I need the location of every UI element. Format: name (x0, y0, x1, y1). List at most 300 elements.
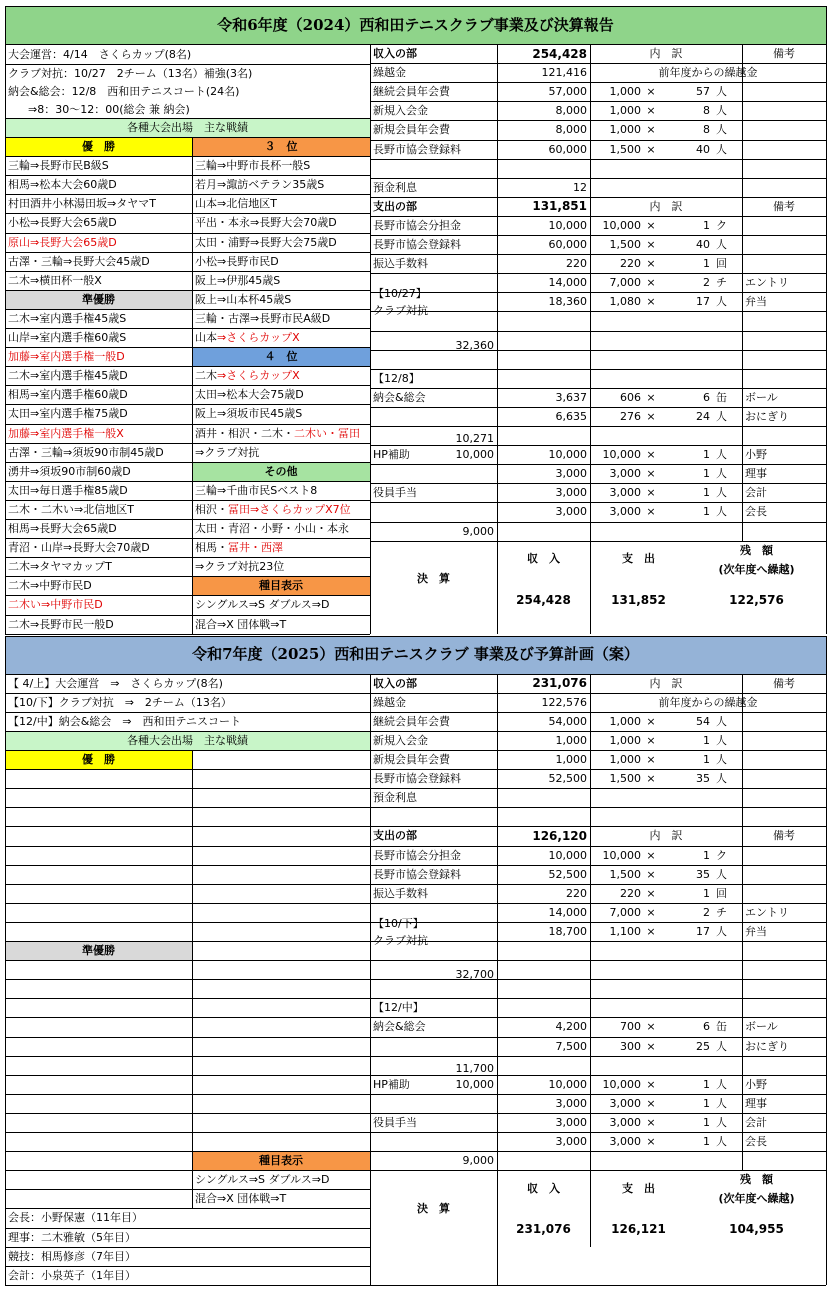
grid-line (742, 674, 743, 1171)
settle-rest-label: 残 額 (740, 543, 773, 557)
note: ボール (745, 1020, 778, 1034)
grid-line (370, 712, 826, 713)
unit: 人 (716, 714, 727, 728)
kind-header: 種目表示 (259, 579, 303, 593)
grid-line (370, 1037, 826, 1038)
times: × (646, 486, 656, 500)
grid-line (5, 941, 370, 942)
grid-line (5, 462, 370, 463)
grid-line (370, 178, 826, 179)
line-amount: 6,635 (555, 409, 587, 423)
grid-line (370, 235, 826, 236)
breakdown-header: 内 訳 (649, 199, 683, 213)
section-title-2024: 令和6年度（2024）西和田テニスクラブ事業及び決算報告 (217, 15, 614, 34)
income-total: 231,076 (532, 676, 587, 691)
kind-entry: 混合⇒X 団体戦⇒T (195, 1192, 287, 1206)
grid-line (590, 674, 591, 1247)
count: 1 (703, 1115, 710, 1129)
note: 会長 (745, 505, 767, 519)
income-item: 新規入会金 (373, 733, 428, 747)
note: 会計 (745, 486, 767, 500)
expense-amount: 220 (566, 257, 587, 271)
count: 1 (703, 753, 710, 767)
unit-price: 10,000 (602, 448, 641, 462)
unit-price: 1,500 (609, 238, 641, 252)
unit-price: 3,000 (609, 467, 641, 481)
line-amount: 7,500 (555, 1039, 587, 1053)
settle-out-value: 126,121 (611, 1222, 666, 1237)
income-item: 新規会員年会費 (373, 753, 450, 767)
settlement-label: 決 算 (417, 1201, 450, 1215)
unit-price: 3,000 (609, 1115, 641, 1129)
note: エントリ (745, 905, 789, 919)
times: × (646, 1039, 656, 1053)
other-entry (192, 500, 370, 519)
grid-line (370, 292, 826, 293)
grid-line (5, 1075, 370, 1076)
win-entry: 原山⇒長野大会65歳D (8, 235, 117, 249)
grid-line (5, 674, 826, 675)
grid-line (5, 634, 370, 635)
grid-line (5, 233, 370, 234)
count: 1 (703, 467, 710, 481)
grid-line (370, 254, 826, 255)
grid-line (5, 846, 370, 847)
unit-price: 220 (620, 886, 641, 900)
income-item: 新規会員年会費 (373, 123, 450, 137)
unit-price: 1,000 (609, 753, 641, 767)
unit: 人 (716, 448, 727, 462)
breakdown-header: 内 訳 (649, 47, 683, 61)
grid-line (5, 636, 6, 1285)
grid-line (370, 44, 371, 634)
grid-line (370, 807, 826, 808)
grid-line (370, 426, 826, 427)
win-entry: 相馬⇒松本大会60歳D (8, 178, 117, 192)
times: × (646, 257, 656, 271)
grid-line (5, 64, 370, 65)
club-title: クラブ対抗 (373, 934, 428, 948)
settle-rest-sub: (次年度へ繰越) (718, 1192, 795, 1206)
second-header: 準優勝 (82, 944, 115, 958)
grid-line (370, 407, 826, 408)
unit: 人 (716, 867, 727, 881)
hp-label: HP補助 (373, 1077, 410, 1091)
grid-line (5, 1266, 370, 1267)
second-entry: 相馬⇒長野大会65歳D (8, 522, 117, 536)
grid-line (5, 44, 826, 45)
second-entry: 太田⇒室内選手権75歳D (8, 407, 128, 421)
unit-price: 220 (620, 257, 641, 271)
grid-line (370, 483, 826, 484)
times: × (646, 867, 656, 881)
grid-line (370, 750, 826, 751)
unit: 人 (716, 104, 727, 118)
unit: チ (716, 276, 727, 290)
meeting-sum: 10,271 (455, 432, 494, 446)
unit: 人 (716, 1115, 727, 1129)
count: 40 (696, 142, 710, 156)
unit: ク (716, 218, 727, 232)
grid-line (5, 194, 370, 195)
second-entry: 青沼・山岸⇒長野大会70歳D (8, 541, 150, 555)
income-amount: 122,576 (541, 695, 587, 709)
win-header: 優 勝 (82, 140, 115, 154)
count: 17 (696, 924, 710, 938)
grid-line (192, 137, 193, 634)
info-club-match: クラブ対抗：10/27 2チーム（13名）補強(3名) (8, 67, 253, 80)
grid-line (370, 826, 826, 827)
meeting-label: 【12/中】 (373, 1001, 424, 1015)
meeting-title: 納会&総会 (373, 1020, 426, 1034)
grid-line (370, 884, 826, 885)
unit-price: 700 (620, 1020, 641, 1034)
grid-line (5, 1132, 370, 1133)
income-header: 収入の部 (373, 47, 417, 61)
second-entry: 太田⇒毎日選手権85歳D (8, 483, 128, 497)
unit-price: 7,000 (609, 276, 641, 290)
grid-line (370, 979, 826, 980)
third-entry: 阪上⇒伊那45歳S (195, 273, 281, 287)
second-entry: 山岸⇒室内選手権60歳S (8, 331, 127, 345)
grid-line (5, 884, 370, 885)
results-header: 各種大会出場 主な戦績 (127, 733, 248, 747)
unit-price: 606 (620, 390, 641, 404)
meeting-label: 【12/8】 (373, 371, 420, 385)
grid-line (5, 213, 370, 214)
income-item: 繰越金 (373, 66, 406, 80)
grid-line (5, 1170, 370, 1171)
fourth-entry (192, 424, 370, 443)
note: 理事 (745, 1096, 767, 1110)
unit-price: 10,000 (602, 848, 641, 862)
count: 2 (703, 276, 710, 290)
grid-line (497, 44, 498, 634)
grid-line (5, 979, 370, 980)
count: 8 (703, 123, 710, 137)
officer-entry: 会計：小泉英子（1年目） (8, 1268, 136, 1282)
second-entry: 湧井⇒須坂90市制60歳D (8, 464, 131, 478)
third-entry: 平出・本永⇒長野大会70歳D (195, 216, 337, 230)
count: 1 (703, 505, 710, 519)
unit-price: 1,000 (609, 123, 641, 137)
income-amount: 8,000 (555, 123, 587, 137)
grid-line (5, 366, 370, 367)
grid-line (5, 750, 370, 751)
grid-line (5, 998, 370, 999)
text-fragment: 酒井・相沢・二木・ (195, 426, 294, 440)
income-note: 前年度からの繰越金 (658, 66, 758, 80)
unit-price: 3,000 (609, 505, 641, 519)
unit: 人 (716, 772, 727, 786)
times: × (646, 924, 656, 938)
grid-line (370, 769, 826, 770)
income-amount: 57,000 (548, 85, 587, 99)
other-header: その他 (264, 464, 298, 478)
hp-value: 10,000 (455, 1077, 494, 1091)
grid-line (370, 1094, 826, 1095)
grid-line (370, 350, 826, 351)
line-amount: 14,000 (548, 276, 587, 290)
count: 1 (703, 1096, 710, 1110)
count: 54 (696, 714, 710, 728)
unit: 人 (716, 123, 727, 137)
third-entry: 若月⇒諏訪ベテラン35歳S (195, 178, 325, 192)
officer-sum: 9,000 (462, 524, 494, 538)
times: × (646, 276, 656, 290)
unit: 人 (716, 753, 727, 767)
info-meeting: 納会&総会：12/8 西和田テニスコート(24名) (8, 85, 240, 98)
line-amount: 3,000 (555, 467, 587, 481)
expense-header: 支出の部 (373, 829, 417, 843)
grid-line (5, 1017, 370, 1018)
note-header: 備考 (773, 199, 795, 213)
info-event: 大会運営：4/14 さくらカップ(8名) (8, 47, 192, 61)
meeting-title: 納会&総会 (373, 390, 426, 404)
text-fragment: 二木 (195, 369, 217, 383)
settle-out-label: 支 出 (622, 1182, 655, 1195)
note-header: 備考 (773, 829, 795, 843)
note: 弁当 (745, 295, 767, 309)
unit: 回 (716, 257, 727, 271)
settle-rest-label: 残 額 (740, 1173, 773, 1187)
fourth-entry: ⇒クラブ対抗 (195, 445, 260, 459)
unit-price: 1,100 (609, 924, 641, 938)
text-fragment: 相沢・ (195, 502, 228, 516)
note: 会計 (745, 1115, 767, 1129)
income-item: 継続会員年会費 (373, 85, 450, 99)
unit: 人 (716, 409, 727, 423)
expense-item: 長野市協会分担金 (373, 218, 461, 232)
unit-price: 10,000 (602, 1077, 641, 1091)
grid-line (5, 693, 370, 694)
other-entry: 三輪⇒千曲市民Sベスト8 (195, 483, 318, 497)
fourth-entry: 阪上⇒須坂市民45歳S (195, 407, 303, 421)
grid-line (5, 385, 370, 386)
income-amount: 12 (573, 180, 587, 194)
income-item: 預金利息 (373, 180, 417, 194)
times: × (646, 390, 656, 404)
grid-line (370, 1132, 826, 1133)
club-label: 【10/27】 (373, 287, 427, 301)
unit-price: 3,000 (609, 1135, 641, 1149)
expense-item: 長野市協会登録料 (373, 867, 461, 881)
times: × (646, 848, 656, 862)
line-amount: 3,637 (555, 390, 587, 404)
expense-total: 126,120 (532, 828, 587, 843)
settle-out-value: 131,852 (611, 592, 666, 607)
times: × (646, 1135, 656, 1149)
grid-line (5, 1228, 370, 1229)
section-title-2025: 令和7年度（2025）西和田テニスクラブ 事業及び予算計画（案） (192, 645, 639, 664)
third-entry: 三輪⇒中野市長杯一般S (195, 159, 311, 173)
count: 35 (696, 867, 710, 881)
grid-line (5, 175, 370, 176)
grid-line (370, 960, 826, 961)
win-entry: 二木⇒横田杯一般X (8, 273, 102, 287)
unit: 缶 (716, 1020, 727, 1034)
grid-line (370, 903, 826, 904)
unit: 缶 (716, 390, 727, 404)
club-sum: 32,700 (455, 968, 494, 982)
unit-price: 1,000 (609, 714, 641, 728)
third-entry: 小松⇒長野市民D (195, 254, 279, 268)
grid-line (5, 769, 370, 770)
unit: 人 (716, 505, 727, 519)
other-entry: 太田・青沼・小野・小山・本永 (195, 522, 349, 536)
grid-line (5, 1189, 370, 1190)
expense-total: 131,851 (532, 199, 587, 214)
expense-amount: 10,000 (548, 848, 587, 862)
hp-value: 10,000 (455, 448, 494, 462)
results-header: 各種大会出場 主な戦績 (127, 121, 248, 134)
grid-line (370, 674, 371, 1285)
income-amount: 60,000 (548, 142, 587, 156)
count: 2 (703, 905, 710, 919)
unit-price: 276 (620, 409, 641, 423)
grid-line (5, 6, 6, 634)
unit: ク (716, 848, 727, 862)
grid-line (590, 44, 591, 634)
other-entry (192, 538, 370, 557)
grid-line (370, 1017, 826, 1018)
third-entry: 三輪・古澤⇒長野市民A級D (195, 311, 331, 325)
second-entry: 二木い⇒中野市民D (8, 598, 103, 612)
times: × (646, 467, 656, 481)
note: 理事 (745, 467, 767, 481)
line-amount: 3,000 (555, 1135, 587, 1149)
grid-line (370, 941, 826, 942)
second-entry: 二木⇒長野市民一般D (8, 617, 114, 631)
third-entry: 山本⇒北信地区T (195, 197, 277, 211)
grid-line (370, 922, 826, 923)
note: エントリ (745, 276, 789, 290)
grid-line (5, 960, 370, 961)
grid-line (5, 636, 826, 637)
note-header: 備考 (773, 676, 795, 690)
income-item: 新規入会金 (373, 104, 428, 118)
line-amount: 3,000 (555, 486, 587, 500)
times: × (646, 238, 656, 252)
count: 1 (703, 486, 710, 500)
times: × (646, 1096, 656, 1110)
grid-line (370, 273, 826, 274)
grid-line (370, 1170, 826, 1171)
officer-sum: 9,000 (462, 1154, 494, 1168)
income-amount: 54,000 (548, 714, 587, 728)
times: × (646, 295, 656, 309)
unit-price: 300 (620, 1039, 641, 1053)
note: 会長 (745, 1135, 767, 1149)
grid-line (826, 636, 827, 1285)
grid-line (370, 998, 826, 999)
grid-line (5, 922, 370, 923)
expense-item: 長野市協会分担金 (373, 848, 461, 862)
club-title: クラブ対抗 (373, 304, 428, 318)
grid-line (5, 404, 370, 405)
times: × (646, 218, 656, 232)
officer-entry: 会長：小野保憲（11年目） (8, 1211, 143, 1225)
settle-in-label: 収 入 (527, 1182, 560, 1195)
unit-price: 1,500 (609, 772, 641, 786)
grid-line (5, 137, 370, 138)
grid-line (5, 595, 370, 596)
unit: 人 (716, 1077, 727, 1091)
expense-header: 支出の部 (373, 199, 417, 213)
unit-price: 10,000 (602, 218, 641, 232)
grid-line (5, 328, 370, 329)
expense-amount: 52,500 (548, 867, 587, 881)
grid-line (5, 271, 370, 272)
grid-line (5, 500, 370, 501)
text-fragment: 山本 (195, 331, 217, 345)
unit-price: 7,000 (609, 905, 641, 919)
officer-label: 役員手当 (373, 486, 417, 500)
grid-line (370, 1075, 826, 1076)
times: × (646, 905, 656, 919)
income-amount: 8,000 (555, 104, 587, 118)
count: 17 (696, 295, 710, 309)
grid-line (370, 1056, 826, 1057)
grid-line (370, 331, 826, 332)
grid-line (742, 44, 743, 541)
count: 1 (703, 1135, 710, 1149)
second-entry: 加藤⇒室内選手権一般D (8, 350, 125, 364)
second-entry: 二木⇒中野市民D (8, 579, 92, 593)
settle-rest-value: 122,576 (729, 592, 784, 607)
grid-line (370, 445, 826, 446)
grid-line (5, 615, 370, 616)
grid-line (370, 159, 826, 160)
count: 25 (696, 1039, 710, 1053)
breakdown-header: 内 訳 (649, 676, 683, 690)
count: 1 (703, 257, 710, 271)
expense-amount: 220 (566, 886, 587, 900)
unit: 人 (716, 486, 727, 500)
grid-line (5, 865, 370, 866)
unit: 人 (716, 142, 727, 156)
second-entry: 相馬⇒室内選手権60歳D (8, 388, 128, 402)
grid-line (370, 63, 826, 64)
expense-amount: 60,000 (548, 238, 587, 252)
win-header: 優 勝 (82, 753, 115, 767)
count: 40 (696, 238, 710, 252)
note: おにぎり (745, 409, 789, 423)
grid-line (370, 216, 826, 217)
settle-rest-value: 104,955 (729, 1222, 784, 1237)
officer-entry: 理事：二木雅敏（5年目） (8, 1230, 136, 1244)
grid-line (826, 6, 827, 634)
times: × (646, 1115, 656, 1129)
text-fragment: 冨井・西澤 (228, 541, 283, 555)
grid-line (5, 788, 370, 789)
grid-line (5, 557, 370, 558)
unit: 人 (716, 1096, 727, 1110)
income-amount: 52,500 (548, 772, 587, 786)
third-header: ３ 位 (264, 140, 298, 154)
info-meeting: 【12/中】納会&総会 ⇒ 西和田テニスコート (8, 714, 242, 728)
line-amount: 14,000 (548, 905, 587, 919)
note-header: 備考 (773, 47, 795, 61)
count: 8 (703, 104, 710, 118)
count: 6 (703, 390, 710, 404)
income-item: 継続会員年会費 (373, 714, 450, 728)
win-entry: 小松⇒長野大会65歳D (8, 216, 117, 230)
unit: 人 (716, 295, 727, 309)
grid-line (370, 1285, 826, 1286)
grid-line (5, 290, 370, 291)
times: × (646, 123, 656, 137)
